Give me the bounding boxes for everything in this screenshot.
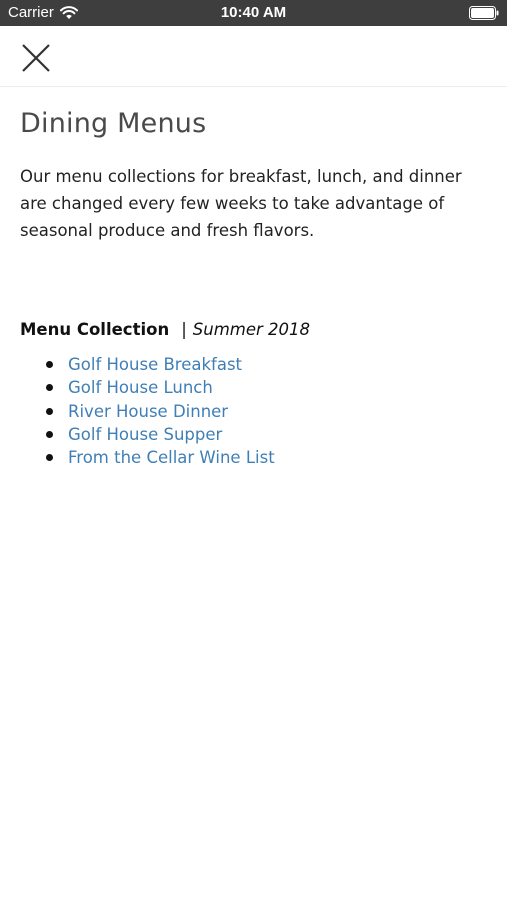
list-item: [46, 446, 487, 469]
nav-bar: [0, 26, 507, 87]
close-button[interactable]: [16, 38, 56, 78]
bullet-icon: [46, 431, 53, 438]
intro-text: Our menu collections for breakfast, lunch, and dinner are changed every few weeks to take advantage of seasonal produce and fresh flavors.: [20, 167, 462, 240]
page-title: Dining Menus: [20, 108, 207, 139]
main-content: [20, 108, 487, 469]
bullet-icon: [46, 384, 53, 391]
bullet-icon: [46, 454, 53, 461]
collection-separator: |: [181, 320, 187, 339]
close-icon: [21, 43, 51, 73]
status-bar: [0, 0, 507, 26]
carrier-label: Carrier: [8, 4, 54, 21]
menu-link-golf-house-lunch[interactable]: Golf House Lunch: [68, 378, 213, 398]
status-time: 10:40 AM: [220, 4, 287, 21]
collection-season: Summer 2018: [192, 320, 311, 339]
menu-link-golf-house-supper[interactable]: Golf House Supper: [68, 424, 223, 444]
collection-label: Menu Collection: [20, 320, 170, 339]
menu-link-wine-list[interactable]: From the Cellar Wine List: [68, 448, 275, 468]
bullet-icon: [46, 408, 53, 415]
bullet-icon: [46, 361, 53, 368]
list-item: [46, 376, 487, 399]
list-item: [46, 423, 487, 446]
list-item: [46, 400, 487, 423]
list-item: [46, 353, 487, 376]
collection-header: [20, 320, 487, 339]
menu-link-river-house-dinner[interactable]: River House Dinner: [68, 401, 229, 421]
menu-list: [20, 353, 487, 469]
battery-icon: [469, 6, 499, 20]
menu-link-golf-house-breakfast[interactable]: Golf House Breakfast: [68, 355, 243, 374]
